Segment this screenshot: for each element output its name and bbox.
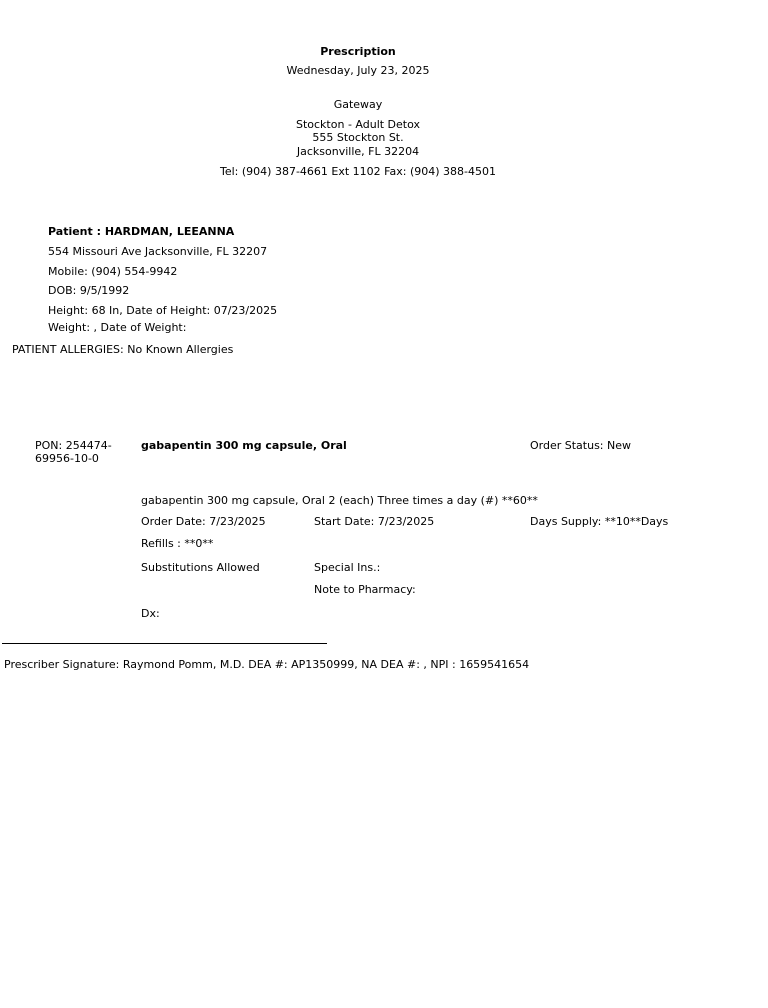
order-status: Order Status: New bbox=[530, 439, 632, 452]
order-days-supply: Days Supply: **10**Days bbox=[530, 515, 669, 528]
patient-weight: Weight: , Date of Weight: bbox=[48, 321, 187, 334]
patient-allergies: PATIENT ALLERGIES: No Known Allergies bbox=[12, 343, 234, 356]
facility-name: Stockton - Adult Detox bbox=[295, 118, 421, 131]
signature-line bbox=[2, 643, 327, 644]
patient-dob: DOB: 9/5/1992 bbox=[48, 284, 130, 297]
order-refills: Refills : **0** bbox=[141, 537, 214, 550]
order-date: Order Date: 7/23/2025 bbox=[141, 515, 266, 528]
prescriber-signature: Prescriber Signature: Raymond Pomm, M.D. DEA #: AP1350999, NA DEA #: , NPI : 1659541654 bbox=[4, 658, 530, 671]
organization-name: Gateway bbox=[333, 98, 383, 111]
patient-height: Height: 68 In, Date of Height: 07/23/2025 bbox=[48, 304, 278, 317]
order-start-date: Start Date: 7/23/2025 bbox=[314, 515, 435, 528]
patient-address: 554 Missouri Ave Jacksonville, FL 32207 bbox=[48, 245, 268, 258]
order-sig: gabapentin 300 mg capsule, Oral 2 (each) Three times a day (#) **60** bbox=[141, 494, 538, 507]
facility-address-line1: 555 Stockton St. bbox=[312, 131, 404, 144]
order-diagnosis: Dx: bbox=[141, 607, 160, 620]
order-drug-name: gabapentin 300 mg capsule, Oral bbox=[141, 439, 347, 452]
order-special-instructions: Special Ins.: bbox=[314, 561, 381, 574]
order-substitutions: Substitutions Allowed bbox=[141, 561, 260, 574]
document-title: Prescription bbox=[320, 45, 396, 58]
patient-name: Patient : HARDMAN, LEEANNA bbox=[48, 225, 235, 238]
facility-contact: Tel: (904) 387-4661 Ext 1102 Fax: (904) 388-4501 bbox=[220, 165, 496, 178]
patient-mobile: Mobile: (904) 554-9942 bbox=[48, 265, 178, 278]
document-date: Wednesday, July 23, 2025 bbox=[286, 64, 430, 77]
order-note-to-pharmacy: Note to Pharmacy: bbox=[314, 583, 416, 596]
facility-address-line2: Jacksonville, FL 32204 bbox=[296, 145, 420, 158]
order-pon: PON: 254474-69956-10-0 bbox=[35, 439, 112, 465]
